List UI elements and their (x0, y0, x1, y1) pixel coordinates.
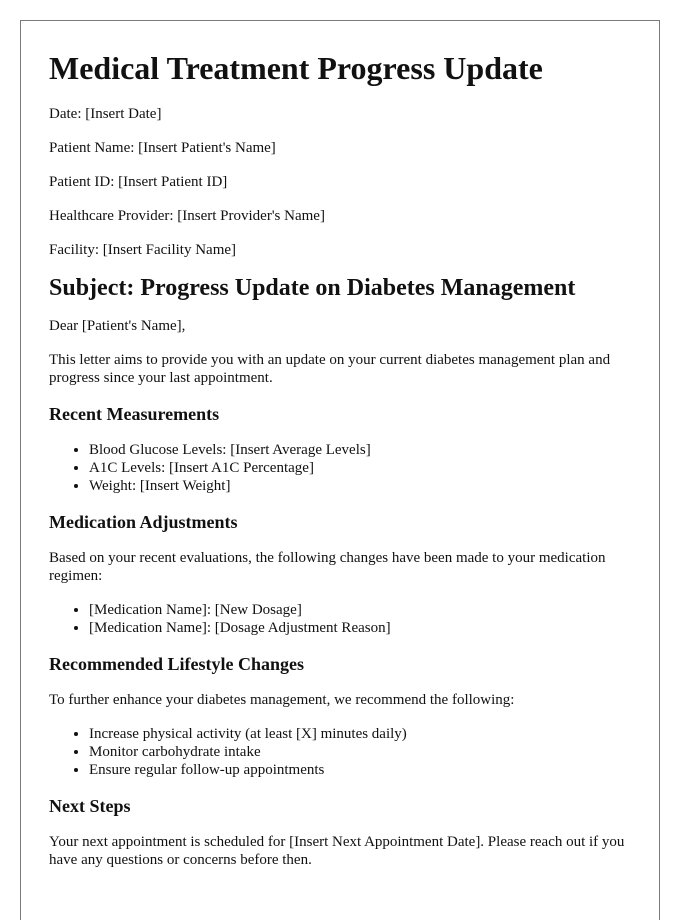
letter-page (20, 20, 660, 920)
list-item: • A1C Levels: [Insert A1C Percentage] (89, 459, 631, 477)
lifestyle-list (49, 725, 631, 779)
salutation: Dear [Patient's Name], (49, 318, 186, 334)
document-title: Medical Treatment Progress Update (49, 50, 543, 86)
medication-paragraph: Based on your recent evaluations, the following changes have been made to your medication regimen: (49, 550, 606, 584)
next-steps-heading: Next Steps (49, 796, 131, 816)
medication-heading: Medication Adjustments (49, 512, 238, 532)
provider-field: Healthcare Provider: [Insert Provider's Name] (49, 208, 325, 224)
medication-list (49, 601, 631, 637)
intro-paragraph: This letter aims to provide you with an update on your current diabetes management plan and progress since your last appointment. (49, 352, 611, 386)
patient-name-field: Patient Name: [Insert Patient's Name] (49, 140, 276, 156)
lifestyle-paragraph: To further enhance your diabetes management, we recommend the following: (49, 692, 515, 708)
next-steps-paragraph: Your next appointment is scheduled for [Insert Next Appointment Date]. Please reach out if you have any questions or concerns before then. (49, 834, 625, 868)
measurements-list (49, 441, 631, 495)
list-item: • Monitor carbohydrate intake (89, 743, 631, 761)
subject-heading: Subject: Progress Update on Diabetes Management (49, 275, 576, 301)
measurements-heading: Recent Measurements (49, 404, 220, 424)
list-item: • Increase physical activity (at least [X] minutes daily) (89, 725, 631, 743)
list-item: • [Medication Name]: [Dosage Adjustment Reason] (89, 619, 631, 637)
list-item: • [Medication Name]: [New Dosage] (89, 601, 631, 619)
list-item: • Ensure regular follow-up appointments (89, 761, 631, 779)
patient-id-field: Patient ID: [Insert Patient ID] (49, 174, 228, 190)
facility-field: Facility: [Insert Facility Name] (49, 242, 237, 258)
lifestyle-heading: Recommended Lifestyle Changes (49, 654, 304, 674)
list-item: • Blood Glucose Levels: [Insert Average Levels] (89, 441, 631, 459)
list-item: • Weight: [Insert Weight] (89, 477, 631, 495)
date-field: Date: [Insert Date] (49, 106, 162, 122)
